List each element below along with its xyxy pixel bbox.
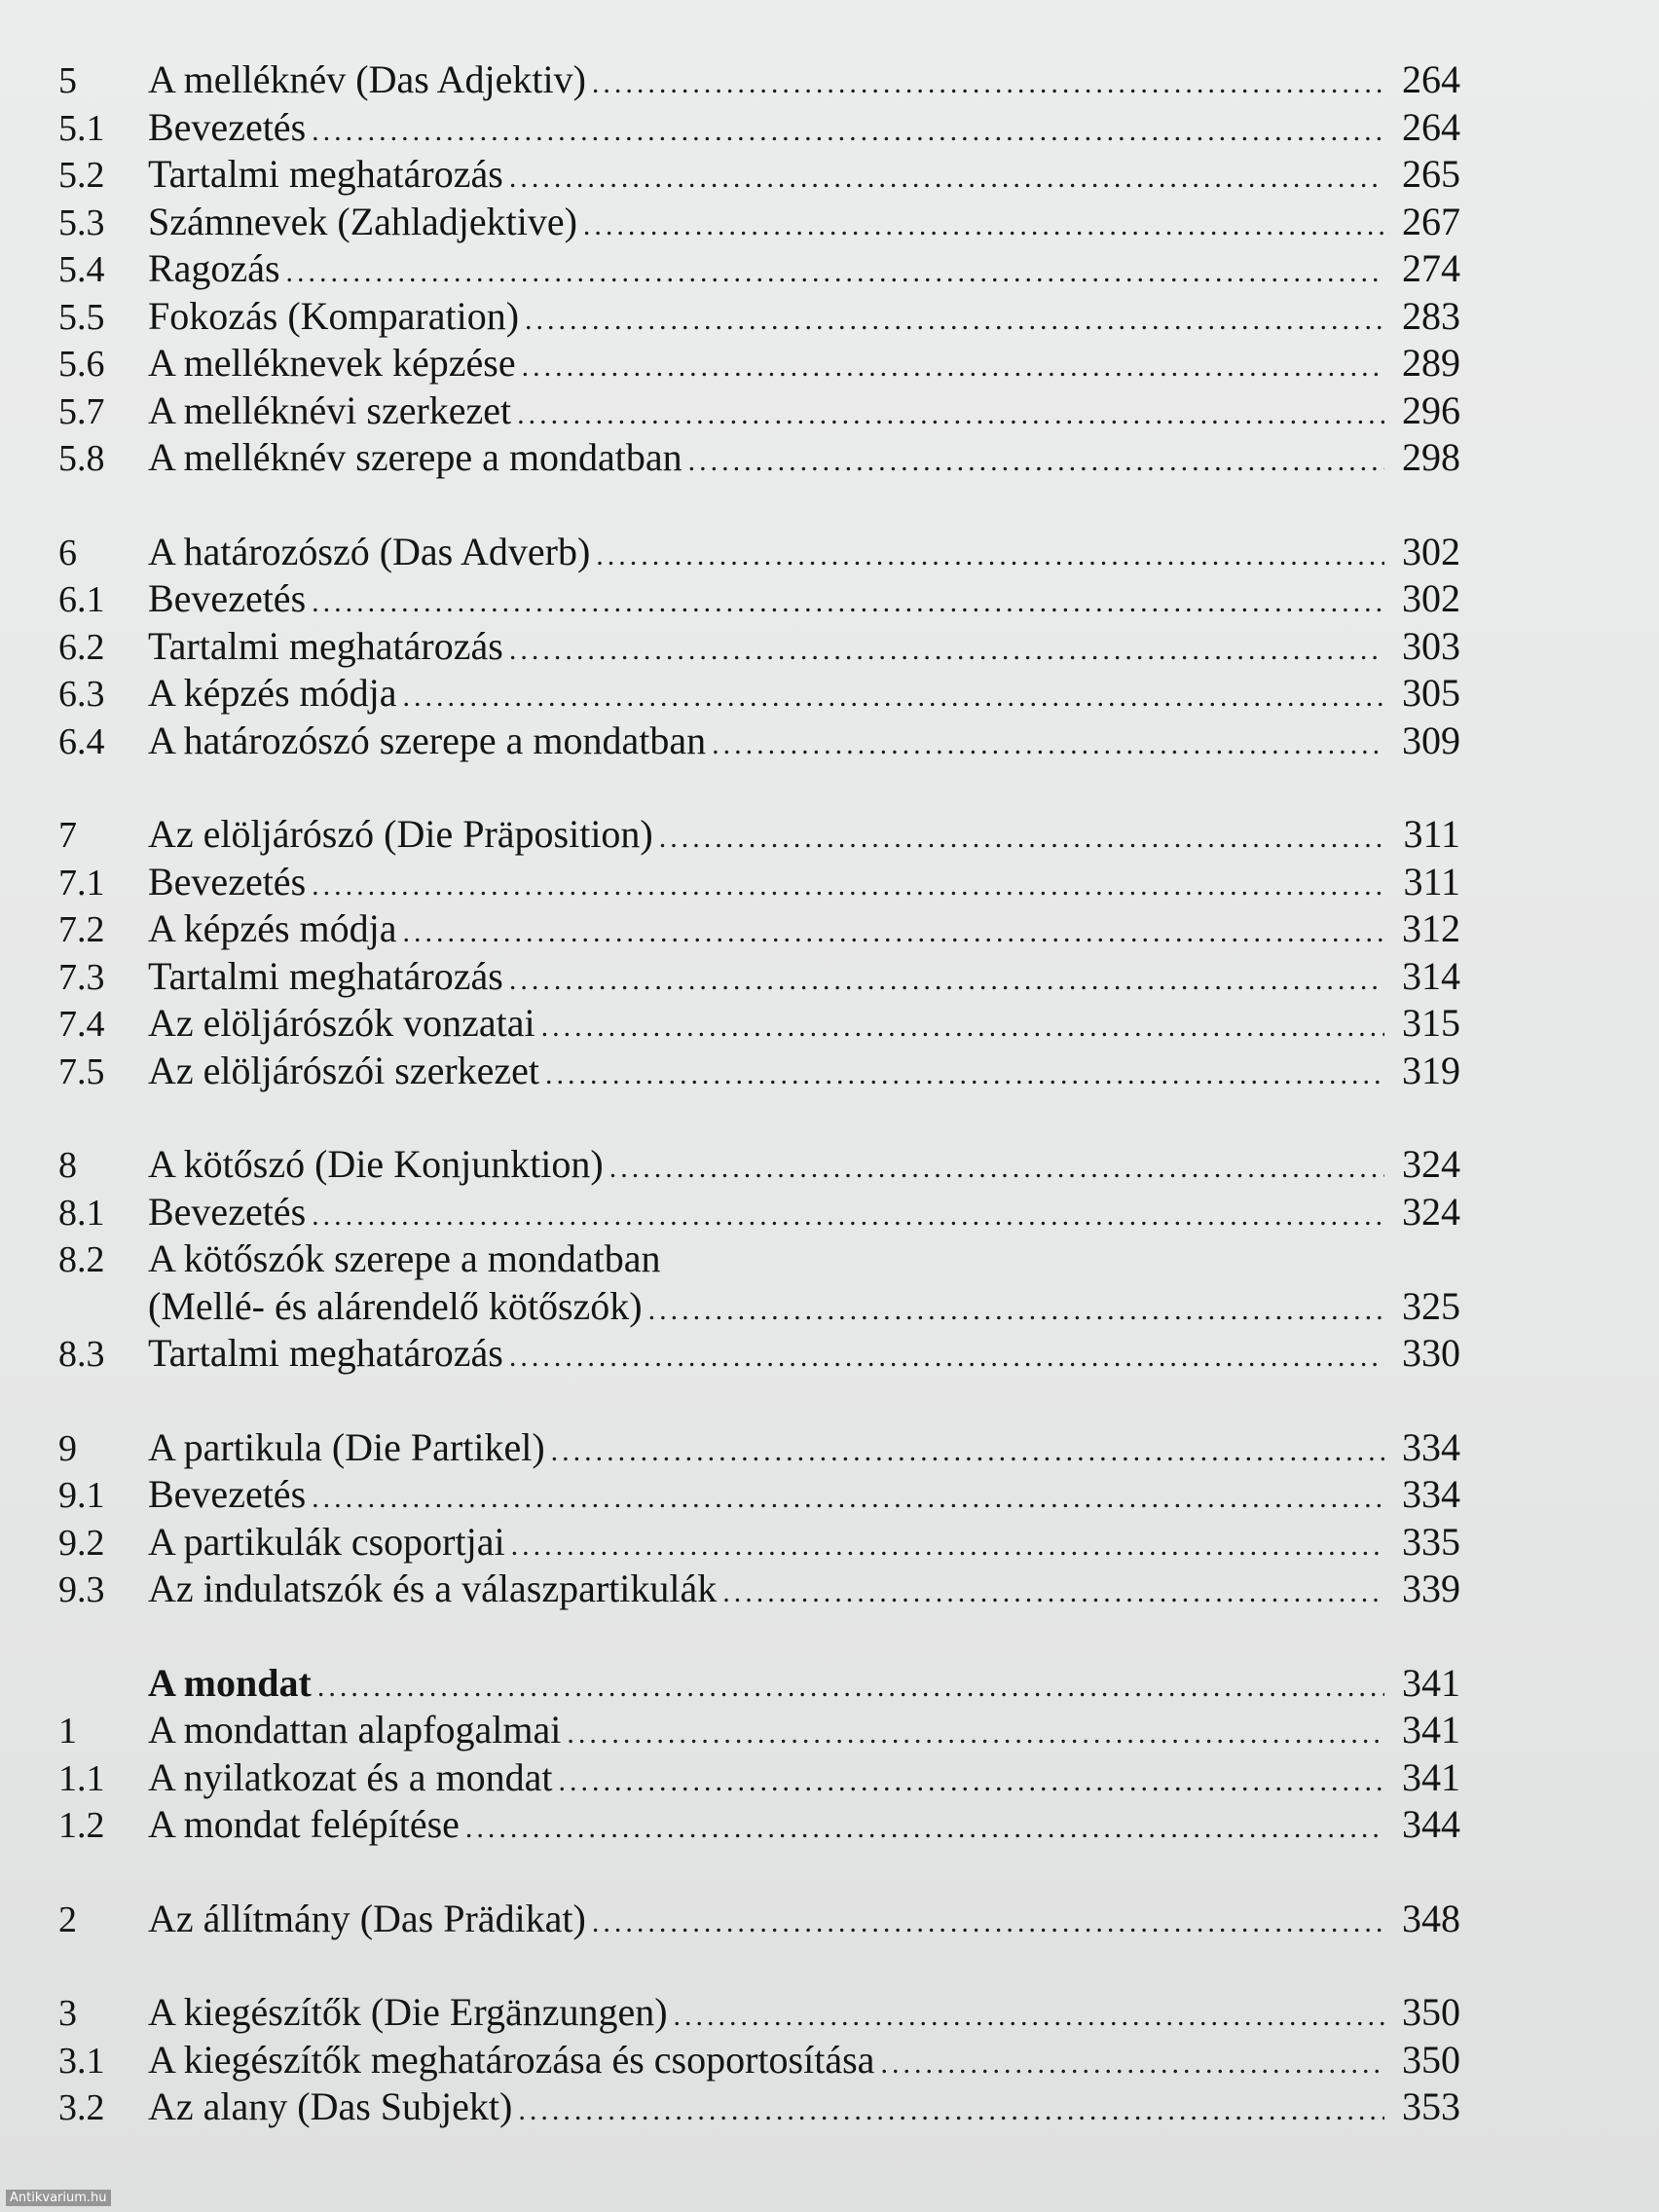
entry-title: A mondat xyxy=(148,1660,312,1705)
entry-number: 1 xyxy=(58,1711,77,1751)
dot-leader xyxy=(609,1145,1384,1193)
toc-section xyxy=(58,529,1460,765)
entry-page-number: 341 xyxy=(1402,1754,1460,1799)
entry-title: A képzés módja xyxy=(148,906,397,950)
entry-page-number: 315 xyxy=(1402,1001,1460,1045)
watermark: Antikvarium.hu xyxy=(6,2190,111,2206)
entry-title: A mondattan alapfogalmai xyxy=(148,1708,562,1751)
toc-entry xyxy=(58,811,1460,859)
entry-title: Az indulatszók és a válaszpartikulák xyxy=(148,1567,718,1610)
entry-number: 5.4 xyxy=(58,249,105,290)
entry-page-number: 264 xyxy=(1402,104,1460,149)
dot-leader xyxy=(558,1758,1384,1806)
dot-leader xyxy=(659,815,1384,863)
entry-page-number: 350 xyxy=(1402,2037,1460,2082)
entry-number: 5.2 xyxy=(58,155,105,196)
dot-leader xyxy=(648,1287,1384,1335)
entry-number: 6.4 xyxy=(58,720,105,762)
toc-entry xyxy=(58,1896,1460,1943)
dot-leader xyxy=(551,1428,1384,1476)
entry-number: 3 xyxy=(58,1993,77,2034)
entry-number: 7 xyxy=(58,815,77,856)
entry-number: 3.2 xyxy=(58,2087,105,2128)
toc-entry xyxy=(58,1801,1460,1849)
entry-number: 7.4 xyxy=(58,1004,105,1045)
entry-title: A partikulák csoportjai xyxy=(148,1519,505,1564)
toc-entry xyxy=(58,905,1460,953)
entry-number: 2 xyxy=(58,1899,77,1940)
entry-page-number: 312 xyxy=(1402,906,1460,950)
toc-section xyxy=(58,56,1460,482)
toc-entry xyxy=(58,387,1460,435)
entry-title: Tartalmi meghatározás xyxy=(148,152,503,196)
entry-title: Az elöljárószók vonzatai xyxy=(148,1001,535,1045)
entry-number: 5.3 xyxy=(58,202,105,243)
entry-page-number: 325 xyxy=(1402,1283,1460,1328)
entry-page-number: 319 xyxy=(1402,1048,1460,1092)
dot-leader xyxy=(312,863,1384,910)
toc-entry xyxy=(58,1519,1460,1567)
dot-leader xyxy=(722,1569,1384,1617)
dot-leader xyxy=(567,1711,1384,1758)
dot-leader xyxy=(880,2041,1384,2088)
entry-number: 6.2 xyxy=(58,626,105,668)
entry-title: A kötőszó (Die Konjunktion) xyxy=(148,1142,604,1186)
entry-title: A melléknév szerepe a mondatban xyxy=(148,435,682,479)
entry-title: A képzés módja xyxy=(148,671,397,715)
entry-number: 9.1 xyxy=(58,1475,105,1516)
toc-entry xyxy=(58,245,1460,293)
entry-number: 5.6 xyxy=(58,344,105,385)
entry-number: 8 xyxy=(58,1145,77,1186)
entry-title: Tartalmi meghatározás xyxy=(148,623,503,668)
dot-leader xyxy=(509,627,1384,675)
dot-leader xyxy=(312,108,1384,156)
entry-page-number: 289 xyxy=(1402,341,1460,385)
dot-leader xyxy=(522,344,1384,391)
entry-number: 8.3 xyxy=(58,1334,105,1375)
entry-title: Bevezetés xyxy=(148,1189,307,1234)
entry-page-number: 330 xyxy=(1402,1331,1460,1375)
dot-leader xyxy=(674,1993,1384,2041)
dot-leader xyxy=(317,1664,1384,1712)
entry-number: 5 xyxy=(58,60,77,101)
entry-page-number: 350 xyxy=(1402,1990,1460,2034)
entry-title: Bevezetés xyxy=(148,1472,307,1516)
entry-page-number: 264 xyxy=(1402,57,1460,101)
dot-leader xyxy=(403,909,1385,957)
toc-entry xyxy=(58,1283,1460,1331)
dot-leader xyxy=(525,297,1384,345)
toc-entry xyxy=(58,1141,1460,1189)
entry-page-number: 348 xyxy=(1402,1896,1460,1940)
dot-leader xyxy=(712,721,1384,769)
toc-entry xyxy=(58,953,1460,1001)
entry-title: A határozószó (Das Adverb) xyxy=(148,529,591,573)
toc-section xyxy=(58,1660,1460,1849)
entry-number: 1.1 xyxy=(58,1757,105,1799)
toc-entry xyxy=(58,293,1460,341)
dot-leader xyxy=(511,1523,1384,1570)
toc-entry xyxy=(58,575,1460,623)
entry-page-number: 309 xyxy=(1402,718,1460,762)
entry-page-number: 334 xyxy=(1402,1472,1460,1516)
entry-page-number: 334 xyxy=(1402,1424,1460,1469)
dot-leader xyxy=(312,1475,1384,1523)
entry-number: 9.3 xyxy=(58,1569,105,1610)
entry-title: Tartalmi meghatározás xyxy=(148,1331,503,1375)
entry-title: Fokozás (Komparation) xyxy=(148,293,520,338)
toc-entry xyxy=(58,1989,1460,2037)
toc-entry xyxy=(58,1189,1460,1236)
dot-leader xyxy=(509,1334,1384,1382)
entry-page-number: 353 xyxy=(1402,2084,1460,2128)
entry-page-number: 267 xyxy=(1402,199,1460,243)
entry-number: 7.1 xyxy=(58,862,105,903)
toc-entry xyxy=(58,199,1460,246)
entry-number: 5.7 xyxy=(58,390,105,432)
entry-number: 5.1 xyxy=(58,107,105,149)
entry-title: Számnevek (Zahladjektive) xyxy=(148,199,577,243)
toc-entry xyxy=(58,1330,1460,1378)
dot-leader xyxy=(403,674,1385,721)
entry-number: 8.2 xyxy=(58,1239,105,1280)
toc-entry xyxy=(58,529,1460,576)
entry-title: A melléknévi szerkezet xyxy=(148,387,512,432)
toc-entry xyxy=(58,2083,1460,2131)
entry-title: Ragozás xyxy=(148,246,280,290)
entry-page-number: 341 xyxy=(1402,1708,1460,1751)
entry-page-number: 303 xyxy=(1402,623,1460,668)
table-of-contents xyxy=(58,56,1460,2178)
entry-page-number: 274 xyxy=(1402,246,1460,290)
dot-leader xyxy=(312,579,1384,627)
entry-number: 6.1 xyxy=(58,579,105,620)
entry-number: 5.8 xyxy=(58,438,105,479)
entry-title: Bevezetés xyxy=(148,104,307,149)
entry-page-number: 341 xyxy=(1402,1660,1460,1705)
entry-title: Az állítmány (Das Prädikat) xyxy=(148,1896,586,1940)
toc-entry xyxy=(58,718,1460,765)
dot-leader xyxy=(312,1193,1384,1240)
entry-page-number: 296 xyxy=(1402,387,1460,432)
entry-number: 5.5 xyxy=(58,296,105,338)
dot-leader xyxy=(518,2087,1384,2135)
dot-leader xyxy=(592,60,1384,108)
entry-page-number: 339 xyxy=(1402,1567,1460,1610)
toc-entry xyxy=(58,434,1460,482)
entry-page-number: 324 xyxy=(1402,1189,1460,1234)
entry-number: 9 xyxy=(58,1427,77,1469)
toc-entry xyxy=(58,1660,1460,1708)
entry-title: A melléknév (Das Adjektiv) xyxy=(148,57,586,101)
entry-page-number: 314 xyxy=(1402,953,1460,998)
toc-entry xyxy=(58,1754,1460,1802)
toc-entry xyxy=(58,1048,1460,1095)
toc-section xyxy=(58,1141,1460,1378)
toc-section xyxy=(58,1989,1460,2131)
entry-number: 7.5 xyxy=(58,1051,105,1092)
entry-title: Az elöljárószó (Die Präposition) xyxy=(148,812,653,856)
entry-title: Az elöljárószói szerkezet xyxy=(148,1048,540,1092)
entry-number: 1.2 xyxy=(58,1805,105,1846)
toc-entry xyxy=(58,56,1460,104)
dot-leader xyxy=(596,533,1384,580)
entry-title: Tartalmi meghatározás xyxy=(148,953,503,998)
entry-page-number: 335 xyxy=(1402,1519,1460,1564)
entry-page-number: 305 xyxy=(1402,671,1460,715)
entry-title: Bevezetés xyxy=(148,859,307,903)
dot-leader xyxy=(509,957,1384,1005)
dot-leader xyxy=(688,438,1384,486)
dot-leader xyxy=(592,1899,1384,1947)
toc-entry xyxy=(58,1235,1460,1283)
entry-title: A nyilatkozat és a mondat xyxy=(148,1754,553,1799)
entry-number: 7.2 xyxy=(58,909,105,950)
toc-entry xyxy=(58,1000,1460,1048)
entry-number: 6.3 xyxy=(58,674,105,715)
toc-entry xyxy=(58,151,1460,199)
toc-entry xyxy=(58,1471,1460,1519)
entry-title: A melléknevek képzése xyxy=(148,341,516,385)
entry-page-number: 298 xyxy=(1402,435,1460,479)
entry-title: (Mellé- és alárendelő kötőszók) xyxy=(148,1283,643,1328)
entry-title: Az alany (Das Subjekt) xyxy=(148,2084,513,2128)
entry-number: 8.1 xyxy=(58,1192,105,1234)
dot-leader xyxy=(545,1051,1384,1099)
entry-number: 7.3 xyxy=(58,956,105,998)
toc-section xyxy=(58,1424,1460,1613)
toc-entry xyxy=(58,670,1460,718)
dot-leader xyxy=(583,203,1384,250)
entry-page-number: 324 xyxy=(1402,1142,1460,1186)
entry-page-number: 311 xyxy=(1403,859,1460,903)
toc-entry xyxy=(58,2037,1460,2084)
entry-page-number: 302 xyxy=(1402,529,1460,573)
dot-leader xyxy=(465,1805,1384,1853)
dot-leader xyxy=(541,1004,1384,1051)
toc-entry xyxy=(58,623,1460,671)
dot-leader xyxy=(509,155,1384,203)
toc-entry xyxy=(58,1707,1460,1754)
toc-entry xyxy=(58,104,1460,152)
entry-title: Bevezetés xyxy=(148,576,307,620)
entry-number: 9.2 xyxy=(58,1522,105,1564)
toc-entry xyxy=(58,340,1460,387)
entry-page-number: 265 xyxy=(1402,152,1460,196)
entry-title: A kötőszók szerepe a mondatban xyxy=(148,1236,661,1280)
toc-section xyxy=(58,811,1460,1094)
entry-page-number: 302 xyxy=(1402,576,1460,620)
entry-number: 3.1 xyxy=(58,2040,105,2082)
entry-page-number: 344 xyxy=(1402,1802,1460,1846)
dot-leader xyxy=(286,249,1384,297)
entry-title: A partikula (Die Partikel) xyxy=(148,1424,545,1469)
toc-entry xyxy=(58,1566,1460,1613)
entry-title: A kiegészítők meghatározása és csoportosítása xyxy=(148,2037,875,2082)
entry-page-number: 311 xyxy=(1403,812,1460,856)
toc-entry xyxy=(58,1424,1460,1472)
entry-title: A határozószó szerepe a mondatban xyxy=(148,718,707,762)
dot-leader xyxy=(517,391,1384,439)
toc-section xyxy=(58,1896,1460,1943)
toc-entry xyxy=(58,859,1460,906)
entry-title: A kiegészítők (Die Ergänzungen) xyxy=(148,1990,668,2034)
entry-page-number: 283 xyxy=(1402,293,1460,338)
entry-number: 6 xyxy=(58,532,77,573)
entry-title: A mondat felépítése xyxy=(148,1802,460,1846)
